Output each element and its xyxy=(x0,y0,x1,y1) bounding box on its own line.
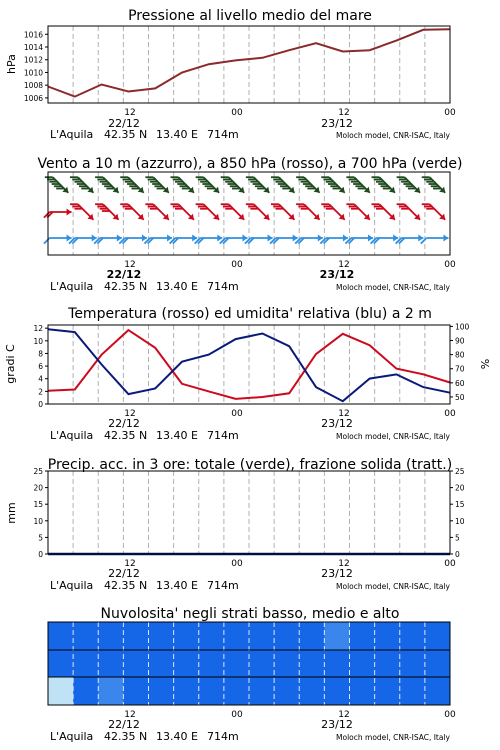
temp-x-ticks xyxy=(108,409,456,430)
model-credit: Moloch model, CNR-ISAC, Italy xyxy=(336,432,450,441)
location-alt: 714m xyxy=(207,579,239,592)
location-alt: 714m xyxy=(207,280,239,293)
y2-tick-label: 50 xyxy=(455,392,465,402)
y-tick-label: 1012 xyxy=(23,55,43,65)
cloud-cell xyxy=(375,650,401,677)
location-place: L'Aquila xyxy=(50,429,94,442)
y-tick-label: 0 xyxy=(38,550,43,559)
wind-barb xyxy=(94,235,122,244)
tick-label: 00 xyxy=(444,710,456,720)
barb-head xyxy=(217,235,222,242)
cloud-cell xyxy=(123,650,149,677)
tick-label: 12 xyxy=(338,108,350,118)
barb-head xyxy=(67,209,72,216)
cloud-cell xyxy=(425,650,451,677)
precip-grid xyxy=(73,471,425,554)
tick-label: 12 xyxy=(124,409,136,419)
pressure-title: Pressione al livello medio del mare xyxy=(128,8,372,24)
y-tick-label: 10 xyxy=(33,516,43,526)
model-credit: Moloch model, CNR-ISAC, Italy xyxy=(336,733,450,742)
tick-label: 00 xyxy=(444,409,456,419)
date-label: 23/12 xyxy=(321,718,353,731)
date-label: 22/12 xyxy=(108,117,140,130)
barb-head xyxy=(242,235,247,242)
y-tick-label: 20 xyxy=(33,483,43,493)
tick-label: 12 xyxy=(338,559,350,569)
wind-barb xyxy=(144,235,172,244)
location-lon: 13.40 E xyxy=(156,429,198,442)
cloud-cell xyxy=(73,677,99,705)
tick-label: 00 xyxy=(231,409,243,419)
cloud-cell xyxy=(224,650,250,677)
y-tick-label: 1008 xyxy=(23,81,43,91)
cloud-cell xyxy=(425,622,451,650)
cloud-cell xyxy=(123,677,149,705)
cloud-cell xyxy=(400,622,426,650)
tick-label: 12 xyxy=(338,409,350,419)
wind-barb xyxy=(195,235,223,244)
wind-title: Vento a 10 m (azzurro), a 850 hPa (rosso), a 700 hPa (verde) xyxy=(37,156,463,172)
temp-humidity-panel xyxy=(4,306,492,442)
humidity-y-ticks xyxy=(450,322,470,402)
cloud-cell xyxy=(249,677,275,705)
location-lat: 42.35 N xyxy=(104,730,148,743)
y-tick-label: 1006 xyxy=(23,93,43,103)
barb-head xyxy=(293,235,298,242)
location-alt: 714m xyxy=(207,730,239,743)
tick-label: 12 xyxy=(124,710,136,720)
cloud-cell xyxy=(48,650,74,677)
tick-label: 00 xyxy=(231,260,243,270)
cloud-cell xyxy=(274,677,300,705)
pressure-y-ticks xyxy=(24,30,48,103)
cloud-cell xyxy=(123,622,149,650)
tick-label: 12 xyxy=(124,260,136,270)
cloud-cell xyxy=(149,650,175,677)
cloud-cell xyxy=(299,650,325,677)
cloud-x-ticks xyxy=(108,710,456,731)
cloud-cell xyxy=(224,622,250,650)
cloud-cell xyxy=(400,650,426,677)
pressure-x-ticks xyxy=(108,108,456,130)
cloud-cell xyxy=(324,622,350,650)
location-lon: 13.40 E xyxy=(156,280,198,293)
date-label: 22/12 xyxy=(108,718,140,731)
precip-y2-ticks xyxy=(450,467,465,559)
cloud-cell xyxy=(400,677,426,705)
model-credit: Moloch model, CNR-ISAC, Italy xyxy=(336,582,450,591)
tick-label: 00 xyxy=(231,559,243,569)
cloud-cell xyxy=(274,650,300,677)
location-place: L'Aquila xyxy=(50,128,94,141)
pressure-panel xyxy=(5,8,456,141)
y-tick-label: 1016 xyxy=(23,30,43,40)
location-lon: 13.40 E xyxy=(156,128,198,141)
barb-feather xyxy=(44,238,50,244)
barb-head xyxy=(318,235,323,242)
y-tick-label: 15 xyxy=(33,500,43,510)
date-label: 23/12 xyxy=(319,268,355,281)
location-line xyxy=(50,579,451,592)
cloud-cell xyxy=(174,622,200,650)
cloud-cell xyxy=(375,622,401,650)
y2-tick-label: 100 xyxy=(455,322,470,332)
barb-head xyxy=(368,235,373,242)
y2-tick-label: 90 xyxy=(455,336,465,346)
location-lon: 13.40 E xyxy=(156,730,198,743)
barb-head xyxy=(167,235,172,242)
cloud-cell xyxy=(199,622,225,650)
wind-barbs xyxy=(44,177,448,243)
model-credit: Moloch model, CNR-ISAC, Italy xyxy=(336,131,450,140)
precip-panel xyxy=(5,457,465,592)
date-label: 23/12 xyxy=(321,117,353,130)
y-tick-label: 25 xyxy=(33,467,43,476)
model-credit: Moloch model, CNR-ISAC, Italy xyxy=(336,283,450,292)
location-alt: 714m xyxy=(207,429,239,442)
cloud-cell xyxy=(98,677,124,705)
cloud-cell xyxy=(425,677,451,705)
temp-ylabel: gradi C xyxy=(4,344,17,384)
precip-y-ticks xyxy=(33,467,48,559)
temp-title: Temperatura (rosso) ed umidita' relativa (blu) a 2 m xyxy=(68,306,432,322)
location-lat: 42.35 N xyxy=(104,128,148,141)
y-tick-label: 2 xyxy=(38,387,43,397)
cloud-cell xyxy=(98,622,124,650)
location-lat: 42.35 N xyxy=(104,280,148,293)
y2-tick-label: 80 xyxy=(455,350,465,360)
cloud-cell xyxy=(249,622,275,650)
tick-label: 00 xyxy=(444,260,456,270)
pressure-ylabel: hPa xyxy=(5,54,18,74)
location-line xyxy=(50,128,451,141)
wind-barb xyxy=(421,235,449,244)
cloud-cell xyxy=(48,622,74,650)
cloud-cell xyxy=(324,677,350,705)
location-alt: 714m xyxy=(207,128,239,141)
tick-label: 12 xyxy=(124,559,136,569)
wind-panel xyxy=(37,156,462,293)
cloud-cell xyxy=(199,677,225,705)
precip-x-ticks xyxy=(108,559,456,580)
location-place: L'Aquila xyxy=(50,280,94,293)
y-tick-label: 12 xyxy=(33,324,43,334)
tick-label: 00 xyxy=(444,559,456,569)
y-tick-label: 8 xyxy=(38,349,43,359)
y2-tick-label: 5 xyxy=(455,533,460,543)
cloud-cell xyxy=(149,677,175,705)
tick-label: 12 xyxy=(338,710,350,720)
barb-head xyxy=(192,235,197,242)
y-tick-label: 4 xyxy=(38,374,43,384)
location-place: L'Aquila xyxy=(50,579,94,592)
temp-y-ticks xyxy=(33,324,48,409)
wind-barb xyxy=(119,235,147,244)
y-tick-label: 5 xyxy=(38,533,43,543)
y-tick-label: 0 xyxy=(38,400,43,409)
tick-label: 12 xyxy=(124,108,136,118)
date-label: 22/12 xyxy=(108,567,140,580)
barb-head xyxy=(92,235,97,242)
cloud-cell xyxy=(73,622,99,650)
wind-barb xyxy=(220,235,248,244)
barb-head xyxy=(67,235,72,242)
cloud-cell xyxy=(174,650,200,677)
barb-head xyxy=(343,235,348,242)
y2-tick-label: 60 xyxy=(455,378,465,388)
location-lon: 13.40 E xyxy=(156,579,198,592)
y-tick-label: 10 xyxy=(33,336,43,346)
cloud-cell xyxy=(375,677,401,705)
tick-label: 00 xyxy=(231,710,243,720)
location-lat: 42.35 N xyxy=(104,429,148,442)
location-line xyxy=(50,280,451,293)
wind-barb xyxy=(245,235,273,244)
barb-head xyxy=(443,235,448,242)
wind-barb xyxy=(295,235,323,244)
date-label: 23/12 xyxy=(321,417,353,430)
location-lat: 42.35 N xyxy=(104,579,148,592)
cloud-cell xyxy=(249,650,275,677)
y2-tick-label: 0 xyxy=(455,550,460,559)
wind-barb xyxy=(69,235,97,244)
y2-tick-label: 70 xyxy=(455,364,465,374)
wind-x-ticks xyxy=(107,260,456,281)
wind-barb xyxy=(371,235,399,244)
precip-title: Precip. acc. in 3 ore: totale (verde), frazione solida (tratt.) xyxy=(47,457,453,473)
humidity-ylabel: % xyxy=(479,358,492,370)
date-label: 22/12 xyxy=(106,268,142,281)
wind-barb xyxy=(170,235,198,244)
precip-ylabel: mm xyxy=(5,502,18,524)
cloud-cell xyxy=(299,622,325,650)
location-line xyxy=(50,429,451,442)
location-line xyxy=(50,730,451,743)
tick-label: 12 xyxy=(338,260,350,270)
date-label: 23/12 xyxy=(321,567,353,580)
cloud-cell xyxy=(350,650,376,677)
cloud-cell xyxy=(73,650,99,677)
cloud-cell xyxy=(174,677,200,705)
cloud-cell xyxy=(98,650,124,677)
y2-tick-label: 10 xyxy=(455,516,465,526)
location-place: L'Aquila xyxy=(50,730,94,743)
barb-head xyxy=(142,235,147,242)
cloud-cell xyxy=(299,677,325,705)
cloud-cell xyxy=(324,650,350,677)
y-tick-label: 1010 xyxy=(23,68,43,78)
tick-label: 00 xyxy=(231,108,243,118)
y-tick-label: 1014 xyxy=(23,43,43,52)
wind-barb xyxy=(320,235,348,244)
cloud-cell xyxy=(199,650,225,677)
cloud-panel xyxy=(48,606,456,743)
cloud-title: Nuvolosita' negli strati basso, medio e alto xyxy=(100,606,400,622)
cloud-cell xyxy=(48,677,74,705)
barb-head xyxy=(393,235,398,242)
wind-barb xyxy=(345,235,373,244)
y2-tick-label: 20 xyxy=(455,483,465,493)
y2-tick-label: 15 xyxy=(455,500,465,510)
cloud-cell xyxy=(149,622,175,650)
barb-head xyxy=(418,235,423,242)
y-tick-label: 6 xyxy=(38,362,43,372)
barb-head xyxy=(117,235,122,242)
date-label: 22/12 xyxy=(108,417,140,430)
wind-barb xyxy=(396,235,424,244)
barb-head xyxy=(268,235,273,242)
wind-barb xyxy=(270,235,298,244)
cloud-cell xyxy=(350,622,376,650)
cloud-cell xyxy=(274,622,300,650)
cloud-cell xyxy=(350,677,376,705)
cloud-cell xyxy=(224,677,250,705)
temperature-line xyxy=(48,330,450,399)
y2-tick-label: 25 xyxy=(455,467,465,476)
tick-label: 00 xyxy=(444,108,456,118)
